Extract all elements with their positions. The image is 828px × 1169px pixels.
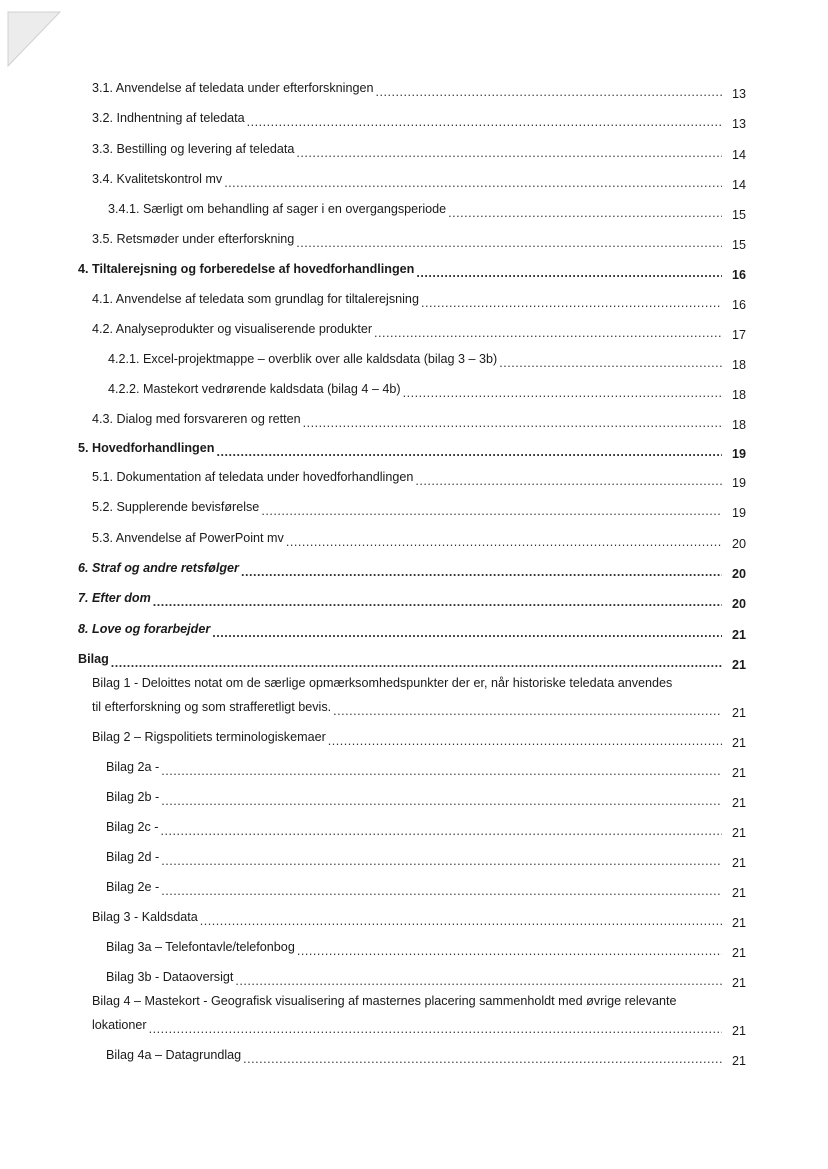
toc-entry-title: Bilag 2c - — [106, 820, 159, 834]
toc-entry-bilag-2d[interactable] — [78, 843, 746, 870]
toc-entry-title: 5. Hovedforhandlingen — [78, 441, 215, 455]
toc-entry-page: 14 — [731, 148, 746, 162]
toc-entry-page: 16 — [731, 268, 746, 282]
page-corner-fold-mark — [0, 0, 70, 70]
toc-entry-bilag-3b[interactable] — [78, 963, 746, 990]
toc-entry-bilag-3a[interactable] — [78, 933, 746, 960]
toc-entry-4[interactable] — [78, 255, 746, 282]
dot-leader — [200, 913, 722, 929]
toc-entry-title: Bilag 3 - Kaldsdata — [92, 910, 198, 924]
toc-entry-page: 20 — [731, 567, 746, 581]
toc-entry-bilag[interactable] — [78, 645, 746, 672]
toc-entry-page: 21 — [731, 736, 746, 750]
toc-entry-page: 21 — [731, 946, 746, 960]
toc-entry-title: Bilag — [78, 652, 109, 666]
dot-leader — [499, 355, 722, 371]
toc-entry-3-4[interactable] — [78, 165, 746, 192]
toc-entry-page: 13 — [731, 117, 746, 131]
toc-entry-title: 4.2. Analyseprodukter og visualiserende produkter — [92, 322, 373, 336]
dot-leader — [297, 943, 722, 959]
toc-entry-bilag-2c[interactable] — [78, 813, 746, 840]
dot-leader — [328, 733, 722, 749]
toc-entry-4-2[interactable] — [78, 315, 746, 342]
toc-entry-3-4-1[interactable] — [78, 195, 746, 222]
dot-leader — [224, 175, 722, 191]
toc-entry-page: 21 — [731, 826, 746, 840]
dot-leader — [303, 415, 722, 431]
toc-entry-title-line1: Bilag 4 – Mastekort - Geografisk visualisering af masternes placering sammenholdt med øvrige relevante — [92, 994, 677, 1008]
toc-entry-title: 3.2. Indhentning af teledata — [92, 111, 245, 125]
dot-leader — [375, 84, 722, 100]
toc-entry-page: 21 — [731, 886, 746, 900]
toc-entry-title: 4.1. Anvendelse af teledata som grundlag for tiltalerejsning — [92, 292, 419, 306]
dot-leader — [161, 763, 722, 779]
toc-entry-page: 20 — [731, 597, 746, 611]
toc-entry-title: Bilag 3b - Dataoversigt — [106, 970, 234, 984]
toc-entry-title: 5.3. Anvendelse af PowerPoint mv — [92, 531, 284, 545]
dot-leader — [448, 205, 722, 221]
toc-entry-7[interactable] — [78, 584, 746, 611]
toc-entry-title: Bilag 2d - — [106, 850, 160, 864]
toc-entry-page: 18 — [731, 388, 746, 402]
toc-entry-8[interactable] — [78, 615, 746, 642]
toc-entry-bilag-2b[interactable] — [78, 783, 746, 810]
toc-entry-page: 18 — [731, 418, 746, 432]
toc-entry-page: 21 — [731, 856, 746, 870]
toc-entry-page: 21 — [731, 916, 746, 930]
dot-leader — [403, 385, 722, 401]
toc-entry-bilag-2a[interactable] — [78, 753, 746, 780]
toc-entry-title-line1: Bilag 1 - Deloittes notat om de særlige opmærksomhedspunkter der er, når historiske teledata anvendes — [92, 676, 673, 690]
toc-entry-page: 14 — [731, 178, 746, 192]
dot-leader — [111, 655, 722, 671]
toc-entry-page: 19 — [731, 476, 746, 490]
dot-leader — [149, 1021, 722, 1037]
toc-entry-title: Bilag 2e - — [106, 880, 160, 894]
dot-leader — [153, 594, 722, 610]
dot-leader — [212, 625, 722, 641]
toc-entry-4-2-2[interactable] — [78, 375, 746, 402]
toc-entry-5-2[interactable] — [78, 493, 746, 520]
toc-entry-bilag-2[interactable] — [78, 723, 746, 750]
toc-entry-5[interactable] — [78, 434, 746, 461]
toc-entry-title: til efterforskning og som strafferetligt bevis. — [92, 700, 332, 714]
toc-entry-page: 21 — [731, 658, 746, 672]
dot-leader — [161, 883, 722, 899]
dot-leader — [216, 444, 722, 460]
toc-entry-bilag-2e[interactable] — [78, 873, 746, 900]
toc-entry-title: 6. Straf og andre retsfølger — [78, 561, 239, 575]
toc-entry-title: 3.4. Kvalitetskontrol mv — [92, 172, 223, 186]
toc-entry-page: 13 — [731, 87, 746, 101]
toc-entry-bilag-4a[interactable] — [78, 1041, 746, 1068]
dot-leader — [421, 295, 722, 311]
toc-entry-page: 18 — [731, 358, 746, 372]
toc-entry-title: 4.2.1. Excel-projektmappe – overblik over alle kaldsdata (bilag 3 – 3b) — [108, 352, 498, 366]
toc-entry-title: Bilag 2a - — [106, 760, 160, 774]
toc-entry-3-5[interactable] — [78, 225, 746, 252]
dot-leader — [374, 325, 722, 341]
toc-entry-bilag-3[interactable] — [78, 903, 746, 930]
toc-entry-page: 20 — [731, 537, 746, 551]
dot-leader — [161, 793, 722, 809]
toc-entry-title: Bilag 2 – Rigspolitiets terminologiskemaer — [92, 730, 326, 744]
dot-leader — [161, 823, 723, 839]
toc-entry-bilag-1[interactable] — [78, 675, 746, 720]
toc-entry-title: 3.4.1. Særligt om behandling af sager i en overgangsperiode — [108, 202, 447, 216]
toc-entry-page: 19 — [731, 506, 746, 520]
toc-entry-4-2-1[interactable] — [78, 345, 746, 372]
toc-entry-page: 21 — [731, 628, 746, 642]
toc-entry-6[interactable] — [78, 554, 746, 581]
toc-entry-title: 4.3. Dialog med forsvareren og retten — [92, 412, 301, 426]
toc-entry-title: 8. Love og forarbejder — [78, 622, 211, 636]
toc-entry-title: 5.1. Dokumentation af teledata under hovedforhandlingen — [92, 470, 414, 484]
dot-leader — [161, 853, 722, 869]
toc-entry-3-2[interactable] — [78, 104, 746, 131]
dot-leader — [286, 534, 722, 550]
toc-entry-title: 4.2.2. Mastekort vedrørende kaldsdata (bilag 4 – 4b) — [108, 382, 401, 396]
toc-entry-title: Bilag 3a – Telefontavle/telefonbog — [106, 940, 295, 954]
toc-entry-title: 4. Tiltalerejsning og forberedelse af hovedforhandlingen — [78, 262, 415, 276]
toc-entry-title: 3.1. Anvendelse af teledata under efterforskningen — [92, 81, 374, 95]
toc-entry-page: 21 — [731, 796, 746, 810]
toc-entry-5-1[interactable] — [78, 463, 746, 490]
toc-entry-page: 19 — [731, 447, 746, 461]
toc-entry-title: 3.5. Retsmøder under efterforskning — [92, 232, 295, 246]
toc-entry-title: 3.3. Bestilling og levering af teledata — [92, 142, 295, 156]
toc-entry-title: Bilag 4a – Datagrundlag — [106, 1048, 242, 1062]
toc-entry-title: lokationer — [92, 1018, 147, 1032]
dot-leader — [296, 235, 722, 251]
dot-leader — [415, 473, 722, 489]
toc-entry-title: Bilag 2b - — [106, 790, 160, 804]
toc-entry-page: 15 — [731, 238, 746, 252]
toc-entry-page: 17 — [731, 328, 746, 342]
toc-entry-page: 15 — [731, 208, 746, 222]
dot-leader — [296, 145, 722, 161]
toc-entry-page: 21 — [731, 1024, 746, 1038]
dot-leader — [243, 1051, 722, 1067]
toc-entry-page: 21 — [731, 706, 746, 720]
toc-entry-bilag-4[interactable] — [78, 993, 746, 1038]
toc-entry-4-1[interactable] — [78, 285, 746, 312]
dot-leader — [235, 973, 722, 989]
toc-entry-title: 5.2. Supplerende bevisførelse — [92, 500, 260, 514]
dot-leader — [416, 265, 722, 281]
dot-leader — [247, 114, 722, 130]
dot-leader — [261, 503, 722, 519]
toc-entry-3-1[interactable] — [78, 74, 746, 101]
toc-entry-4-3[interactable] — [78, 405, 746, 432]
dot-leader — [333, 703, 722, 719]
toc-entry-page: 16 — [731, 298, 746, 312]
toc-entry-page: 21 — [731, 1054, 746, 1068]
toc-entry-5-3[interactable] — [78, 524, 746, 551]
toc-entry-page: 21 — [731, 976, 746, 990]
dot-leader — [241, 564, 722, 580]
toc-entry-title: 7. Efter dom — [78, 591, 151, 605]
toc-entry-page: 21 — [731, 766, 746, 780]
toc-entry-3-3[interactable] — [78, 135, 746, 162]
